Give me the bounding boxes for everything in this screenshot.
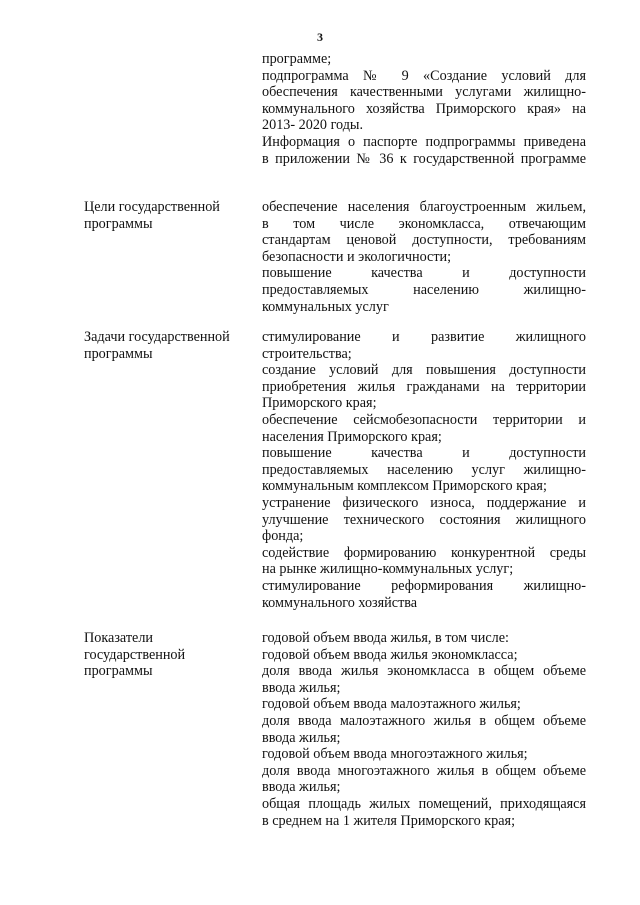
label-line: программы	[84, 215, 153, 232]
text-line: коммунальных услуг	[262, 298, 389, 315]
text-line: годовой объем ввода многоэтажного жилья;	[262, 746, 528, 763]
label-line: программы	[84, 345, 153, 362]
text-line: коммунального хозяйства Приморского края» на	[262, 100, 586, 117]
text-line: стандартам ценовой доступности, требованиям	[262, 232, 586, 249]
text-line: в том числе экономкласса, отвечающим	[262, 215, 586, 232]
text-line: коммунальным комплексом Приморского края;	[262, 478, 547, 495]
text-line: Информация о паспорте подпрограммы приведена	[262, 133, 586, 150]
section-content	[262, 329, 586, 611]
text-line: обеспечения качественными услугами жилищно-	[262, 84, 586, 101]
text-line: стимулирование реформирования жилищно-	[262, 577, 586, 594]
text-line: стимулирование и развитие жилищного	[262, 329, 586, 345]
page-number: 3	[317, 30, 323, 44]
label-line: государственной	[84, 646, 186, 663]
text-line: обеспечение населения благоустроенным жильем,	[262, 199, 586, 215]
text-line: строительства;	[262, 345, 352, 362]
text-line: коммунального хозяйства	[262, 594, 418, 611]
text-line: доля ввода многоэтажного жилья в общем объеме	[262, 762, 586, 779]
section-content	[262, 630, 586, 829]
text-line: Приморского края;	[262, 395, 377, 412]
text-line: доля ввода жилья экономкласса в общем объеме	[262, 663, 586, 680]
section-label	[84, 630, 244, 680]
text-line: в среднем на 1 жителя Приморского края;	[262, 812, 516, 829]
text-line: 2013- 2020 годы.	[262, 117, 364, 134]
text-line: на рынке жилищно-коммунальных услуг;	[262, 561, 514, 578]
text-line: ввода жилья;	[262, 679, 341, 696]
text-line: безопасности и экологичности;	[262, 248, 452, 265]
text-line: предоставляемых населению жилищно-	[262, 281, 586, 298]
text-line: повышение качества и доступности	[262, 265, 586, 282]
text-line: повышение качества и доступности	[262, 445, 586, 462]
label-line: Задачи государственной	[84, 329, 230, 345]
text-line: подпрограмма № 9 «Создание условий для	[262, 67, 586, 84]
text-line: годовой объем ввода жилья, в том числе:	[262, 630, 509, 646]
section-content	[262, 199, 586, 315]
section-label	[84, 329, 244, 362]
text-line: содействие формированию конкурентной среды	[262, 544, 586, 561]
text-line: населения Приморского края;	[262, 428, 442, 445]
text-line: программе;	[262, 51, 332, 67]
intro-content	[262, 51, 586, 167]
text-line: фонда;	[262, 528, 304, 545]
text-line: создание условий для повышения доступности	[262, 362, 586, 379]
label-line: программы	[84, 663, 153, 680]
label-line: Показатели	[84, 630, 154, 646]
text-line: годовой объем ввода малоэтажного жилья;	[262, 696, 521, 713]
text-line: в приложении № 36 к государственной программе	[262, 150, 586, 167]
text-line: предоставляемых населению услуг жилищно-	[262, 461, 586, 478]
text-line: улучшение технического состояния жилищного	[262, 511, 586, 528]
label-line: Цели государственной	[84, 199, 220, 215]
text-line: ввода жилья;	[262, 779, 341, 796]
section-label	[84, 199, 244, 232]
text-line: устранение физического износа, поддержание и	[262, 494, 586, 511]
text-line: обеспечение сейсмобезопасности территории и	[262, 411, 586, 428]
text-line: ввода жилья;	[262, 729, 341, 746]
text-line: общая площадь жилых помещений, приходящаяся	[262, 795, 586, 812]
text-line: годовой объем ввода жилья экономкласса;	[262, 646, 518, 663]
text-line: доля ввода малоэтажного жилья в общем объеме	[262, 712, 586, 729]
text-line: приобретения жилья гражданами на территории	[262, 378, 586, 395]
